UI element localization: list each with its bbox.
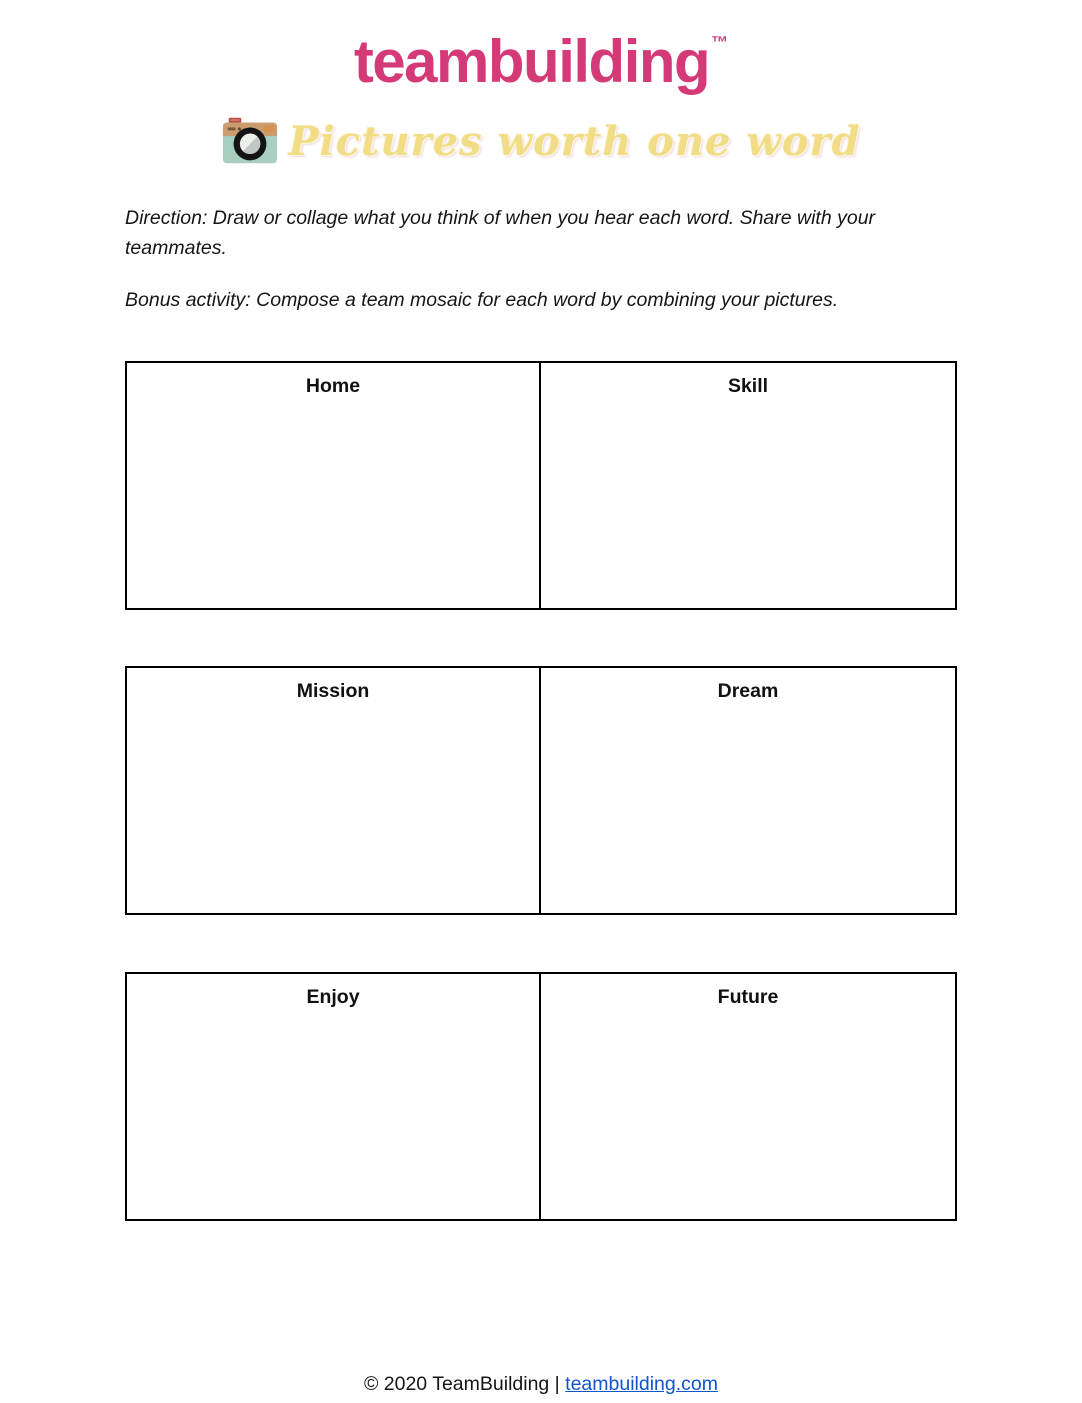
drawing-cell-home: [127, 363, 541, 608]
bonus-activity-text: Bonus activity: Compose a team mosaic for each word by combining your pictures.: [125, 289, 839, 311]
cell-label-future: Future: [717, 986, 779, 1008]
drawing-cell-enjoy: [127, 974, 541, 1219]
logo-text: teambuilding: [353, 28, 710, 95]
page-subtitle: Pictures worth one word: [288, 117, 861, 165]
teambuilding-link[interactable]: teambuilding.com: [565, 1373, 719, 1395]
word-table-enjoy-future: [125, 972, 957, 1221]
page-header: [0, 0, 1082, 167]
cell-label-mission: Mission: [296, 680, 370, 702]
drawing-cell-future: [541, 974, 955, 1219]
trademark-mark: ™: [711, 33, 729, 52]
cell-label-enjoy: Enjoy: [306, 986, 360, 1008]
logo: [0, 10, 1082, 111]
word-table-home-skill: [125, 361, 957, 610]
direction-text: Direction: Draw or collage what you think of when you hear each word. Share with your teammates.: [125, 207, 876, 259]
drawing-cell-dream: [541, 668, 955, 913]
instructions: [125, 203, 887, 315]
drawing-cell-mission: [127, 668, 541, 913]
cell-label-home: Home: [305, 375, 361, 397]
cell-label-dream: Dream: [717, 680, 779, 702]
drawing-cell-skill: [541, 363, 955, 608]
subtitle-row: [0, 115, 1082, 167]
cell-label-skill: Skill: [727, 375, 769, 397]
copyright-text: © 2020 TeamBuilding |: [363, 1373, 566, 1395]
camera-icon: [221, 116, 279, 166]
word-table-mission-dream: [125, 666, 957, 915]
page-footer: [0, 1373, 1082, 1396]
